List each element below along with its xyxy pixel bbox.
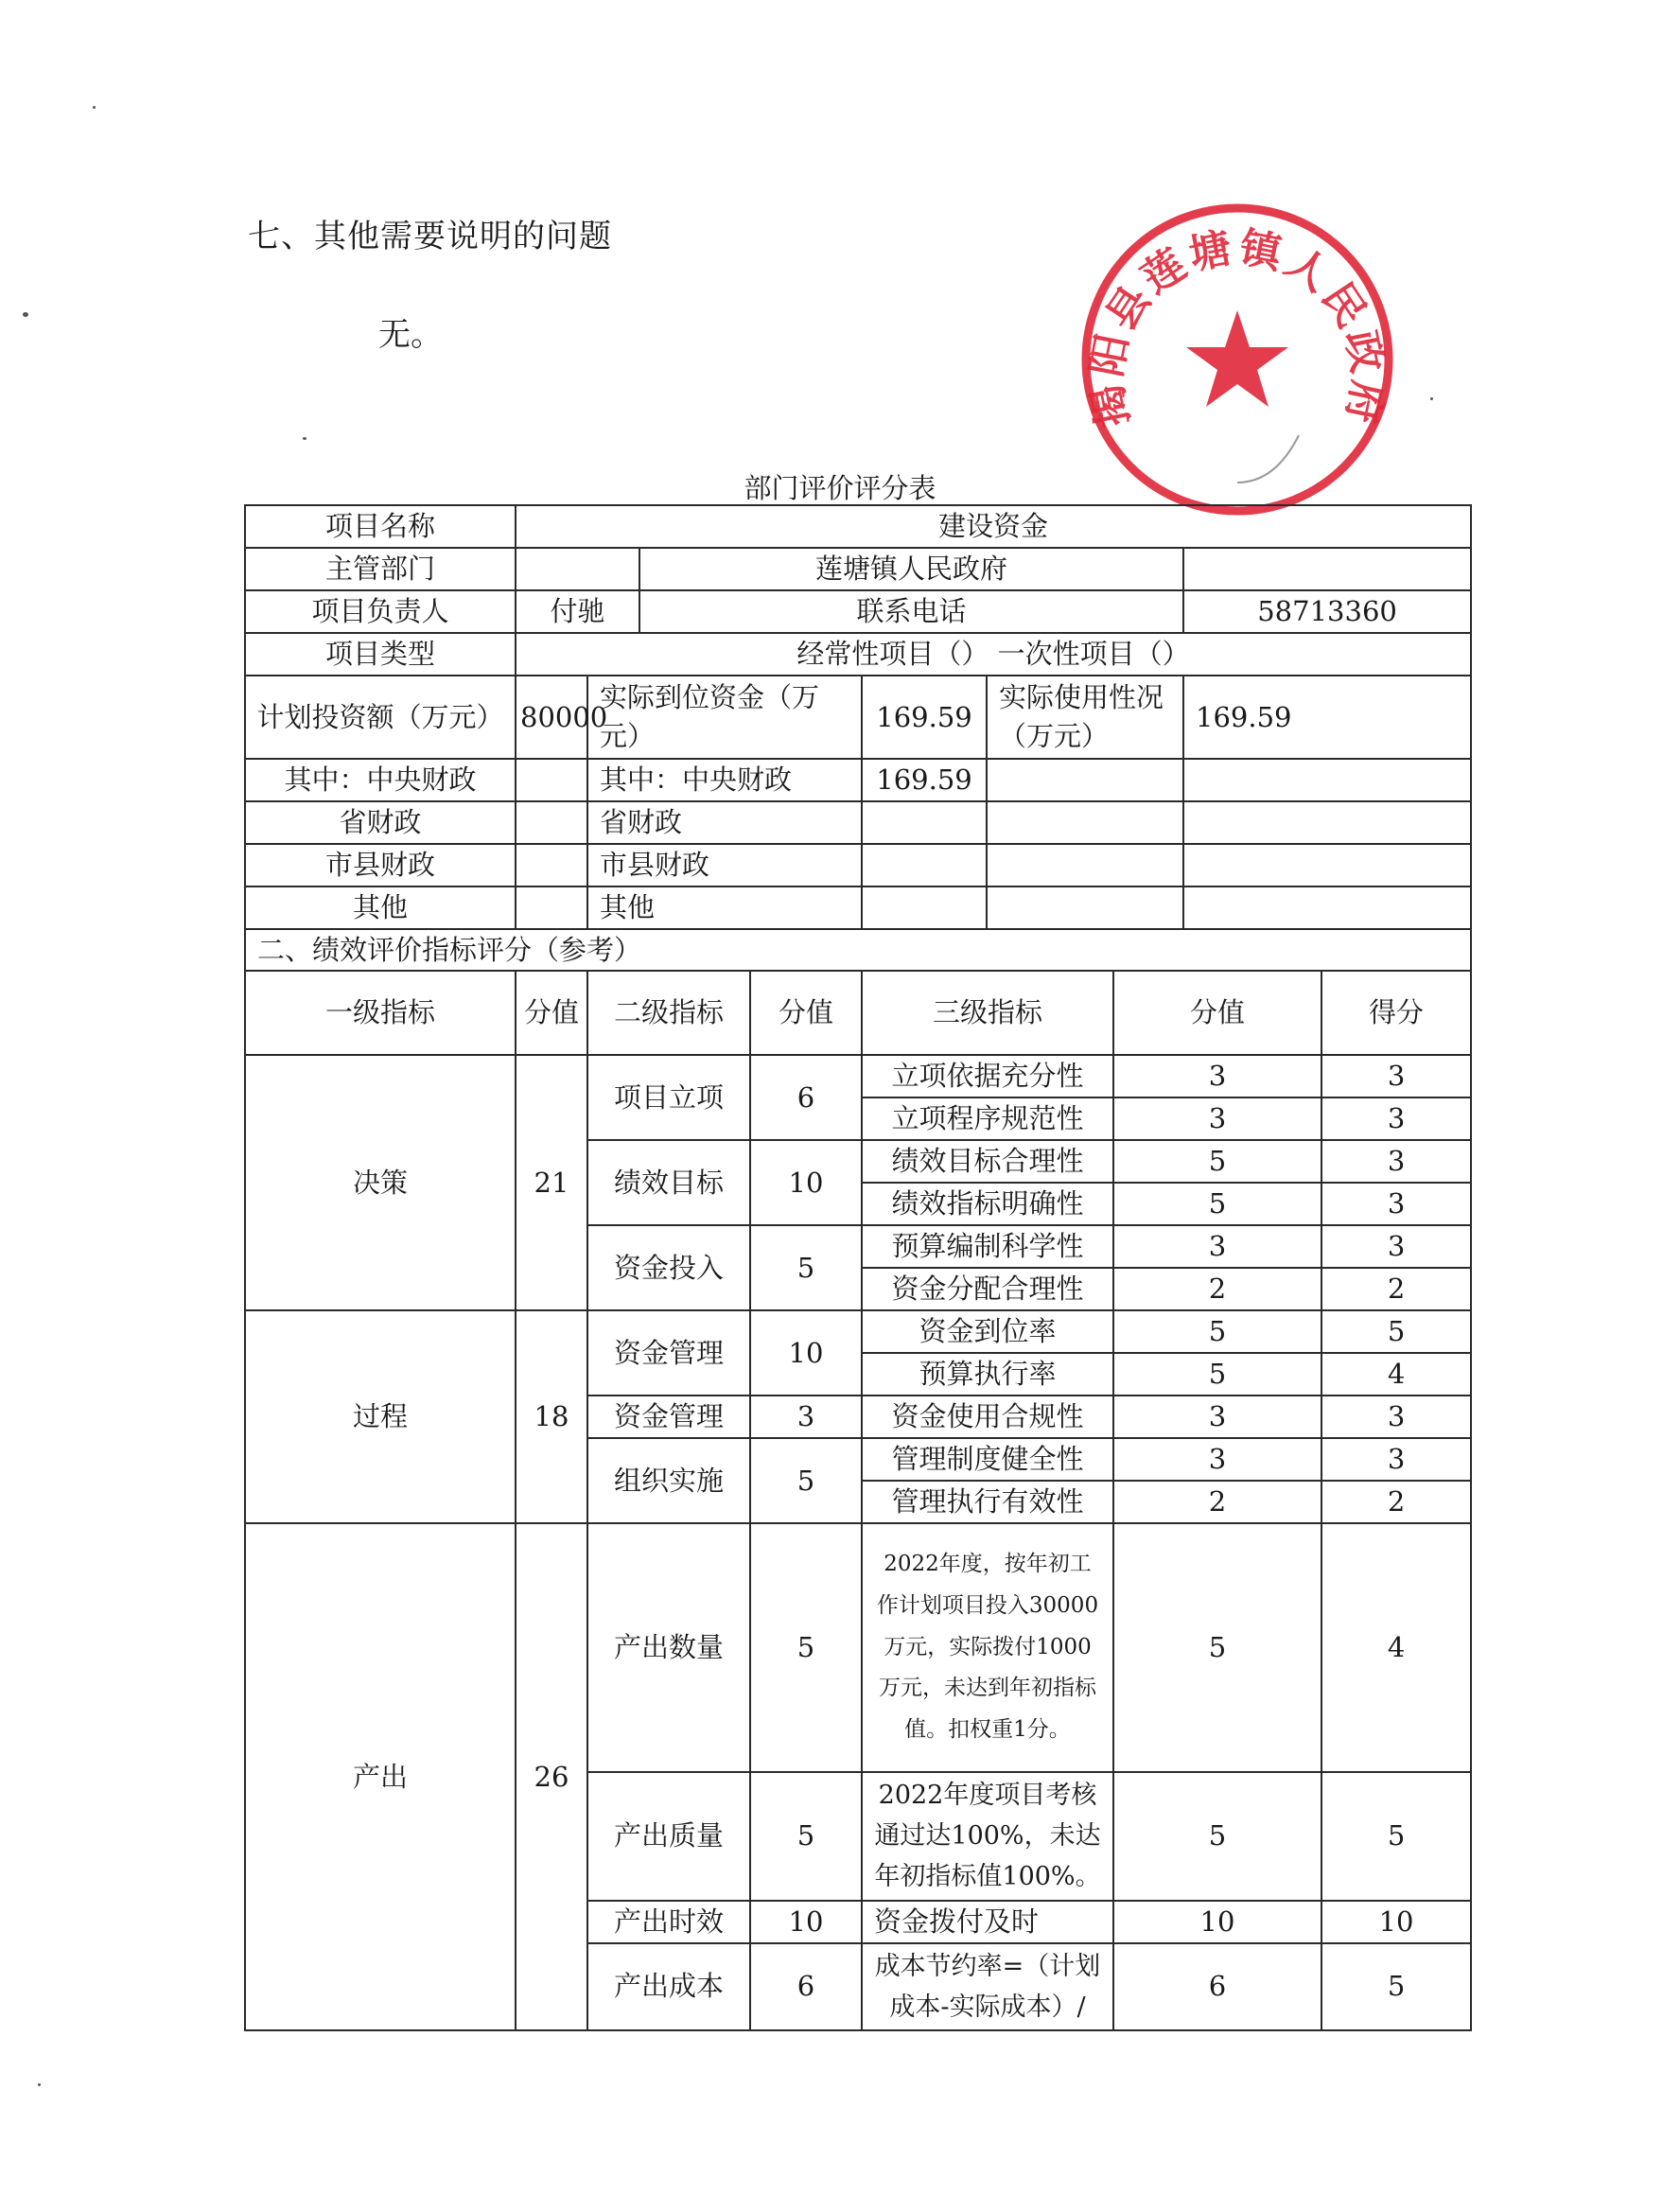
leader-label: 项目负责人	[245, 590, 516, 633]
level3-score: 5	[1113, 1183, 1321, 1225]
level3-result: 3	[1321, 1225, 1471, 1268]
level3-name: 成本节约率=（计划成本-实际成本）/	[862, 1943, 1113, 2030]
level3-result: 4	[1321, 1353, 1471, 1396]
level3-score: 6	[1113, 1943, 1321, 2030]
level3-score: 3	[1113, 1225, 1321, 1268]
level3-result: 3	[1321, 1396, 1471, 1438]
level2-score: 5	[750, 1438, 862, 1523]
level3-result: 3	[1321, 1097, 1471, 1140]
central-value: 169.59	[862, 759, 987, 801]
level3-score: 10	[1113, 1901, 1321, 1943]
scan-speck	[1430, 397, 1433, 400]
group-score: 18	[516, 1310, 587, 1523]
header-score2: 分值	[750, 971, 862, 1055]
plan-label: 计划投资额（万元）	[245, 676, 516, 759]
actual-value: 169.59	[862, 676, 987, 759]
level2-score: 5	[750, 1225, 862, 1310]
level2-score: 5	[750, 1523, 862, 1772]
leader-value: 付驰	[516, 590, 639, 633]
level2-name: 资金管理	[587, 1310, 750, 1396]
level3-result: 10	[1321, 1901, 1471, 1943]
level3-score: 5	[1113, 1772, 1321, 1901]
level3-result: 5	[1321, 1772, 1471, 1901]
level2-score: 6	[750, 1055, 862, 1140]
level3-score: 2	[1113, 1481, 1321, 1523]
level3-result: 3	[1321, 1438, 1471, 1481]
level3-name: 管理制度健全性	[862, 1438, 1113, 1481]
level3-result: 2	[1321, 1481, 1471, 1523]
level3-result: 3	[1321, 1140, 1471, 1183]
level3-result: 5	[1321, 1943, 1471, 2030]
level2-name: 产出时效	[587, 1901, 750, 1943]
phone-label: 联系电话	[639, 590, 1183, 633]
level3-score: 3	[1113, 1396, 1321, 1438]
dept-label: 主管部门	[245, 548, 516, 590]
level3-result: 3	[1321, 1183, 1471, 1225]
level3-name: 预算执行率	[862, 1353, 1113, 1396]
level3-score: 5	[1113, 1310, 1321, 1353]
level3-score: 3	[1113, 1097, 1321, 1140]
level2-score: 6	[750, 1943, 862, 2030]
plan-value: 80000	[516, 676, 587, 759]
level3-score: 5	[1113, 1353, 1321, 1396]
usage-label: 实际使用性况（万元）	[987, 676, 1183, 759]
level3-name: 资金分配合理性	[862, 1268, 1113, 1310]
level2-name: 资金投入	[587, 1225, 750, 1310]
project-name: 建设资金	[516, 505, 1471, 548]
header-score1: 分值	[516, 971, 587, 1055]
level3-name: 资金使用合规性	[862, 1396, 1113, 1438]
actual-label: 实际到位资金（万元）	[587, 676, 862, 759]
level2-name: 绩效目标	[587, 1140, 750, 1225]
level2-name: 产出数量	[587, 1523, 750, 1772]
level3-name: 管理执行有效性	[862, 1481, 1113, 1523]
level3-score: 5	[1113, 1523, 1321, 1772]
evaluation-table	[244, 504, 1472, 2031]
level3-result: 5	[1321, 1310, 1471, 1353]
level3-name: 绩效指标明确性	[862, 1183, 1113, 1225]
group-name: 决策	[245, 1055, 516, 1310]
central-label: 其中：中央财政	[245, 759, 516, 801]
type-value: 经常性项目（） 一次性项目（）	[516, 633, 1471, 676]
central-label-2: 其中：中央财政	[587, 759, 862, 801]
level2-score: 3	[750, 1396, 862, 1438]
other-label-2: 其他	[587, 887, 862, 929]
usage-value: 169.59	[1183, 676, 1471, 759]
scan-speck	[303, 437, 306, 440]
group-score: 26	[516, 1523, 587, 2030]
city-label-2: 市县财政	[587, 844, 862, 887]
group-name: 过程	[245, 1310, 516, 1523]
header-level1: 一级指标	[245, 971, 516, 1055]
level2-score: 10	[750, 1901, 862, 1943]
project-name-label: 项目名称	[245, 505, 516, 548]
level3-name: 2022年度项目考核通过达100%，未达年初指标值100%。	[862, 1772, 1113, 1901]
level3-name: 2022年度，按年初工作计划项目投入30000万元，实际拨付1000万元，未达到年初指标值。扣权重1分。	[862, 1523, 1113, 1772]
seal-text: 揭阳县莲塘镇人民政府	[1082, 223, 1392, 431]
level2-name: 资金管理	[587, 1396, 750, 1438]
province-label-2: 省财政	[587, 801, 862, 844]
type-label: 项目类型	[245, 633, 516, 676]
scan-speck	[93, 106, 96, 109]
level3-name: 立项程序规范性	[862, 1097, 1113, 1140]
header-level3: 三级指标	[862, 971, 1113, 1055]
level2-score: 10	[750, 1310, 862, 1396]
level2-name: 组织实施	[587, 1438, 750, 1523]
level2-name: 产出质量	[587, 1772, 750, 1901]
level3-name: 资金到位率	[862, 1310, 1113, 1353]
scan-speck	[23, 312, 28, 317]
group-name: 产出	[245, 1523, 516, 2030]
perf-section-title: 二、绩效评价指标评分（参考）	[245, 929, 1471, 971]
section-body: 无。	[378, 316, 443, 354]
level3-name: 预算编制科学性	[862, 1225, 1113, 1268]
dept-value: 莲塘镇人民政府	[639, 548, 1183, 590]
city-label: 市县财政	[245, 844, 516, 887]
level3-name: 绩效目标合理性	[862, 1140, 1113, 1183]
phone-value: 58713360	[1183, 590, 1471, 633]
group-score: 21	[516, 1055, 587, 1310]
scan-speck	[38, 2083, 41, 2086]
level2-score: 5	[750, 1772, 862, 1901]
table-title: 部门评价评分表	[744, 472, 936, 504]
level2-name: 产出成本	[587, 1943, 750, 2030]
header-result: 得分	[1321, 971, 1471, 1055]
level2-score: 10	[750, 1140, 862, 1225]
level3-result: 2	[1321, 1268, 1471, 1310]
province-label: 省财政	[245, 801, 516, 844]
level3-result: 3	[1321, 1055, 1471, 1097]
other-label: 其他	[245, 887, 516, 929]
header-level2: 二级指标	[587, 971, 750, 1055]
level3-name: 资金拨付及时	[862, 1901, 1113, 1943]
level3-score: 2	[1113, 1268, 1321, 1310]
level3-score: 5	[1113, 1140, 1321, 1183]
level3-score: 3	[1113, 1055, 1321, 1097]
level3-name: 立项依据充分性	[862, 1055, 1113, 1097]
section-heading: 七、其他需要说明的问题	[248, 218, 612, 255]
header-score3: 分值	[1113, 971, 1321, 1055]
level2-name: 项目立项	[587, 1055, 750, 1140]
level3-score: 3	[1113, 1438, 1321, 1481]
seal-star	[1186, 310, 1288, 407]
level3-result: 4	[1321, 1523, 1471, 1772]
